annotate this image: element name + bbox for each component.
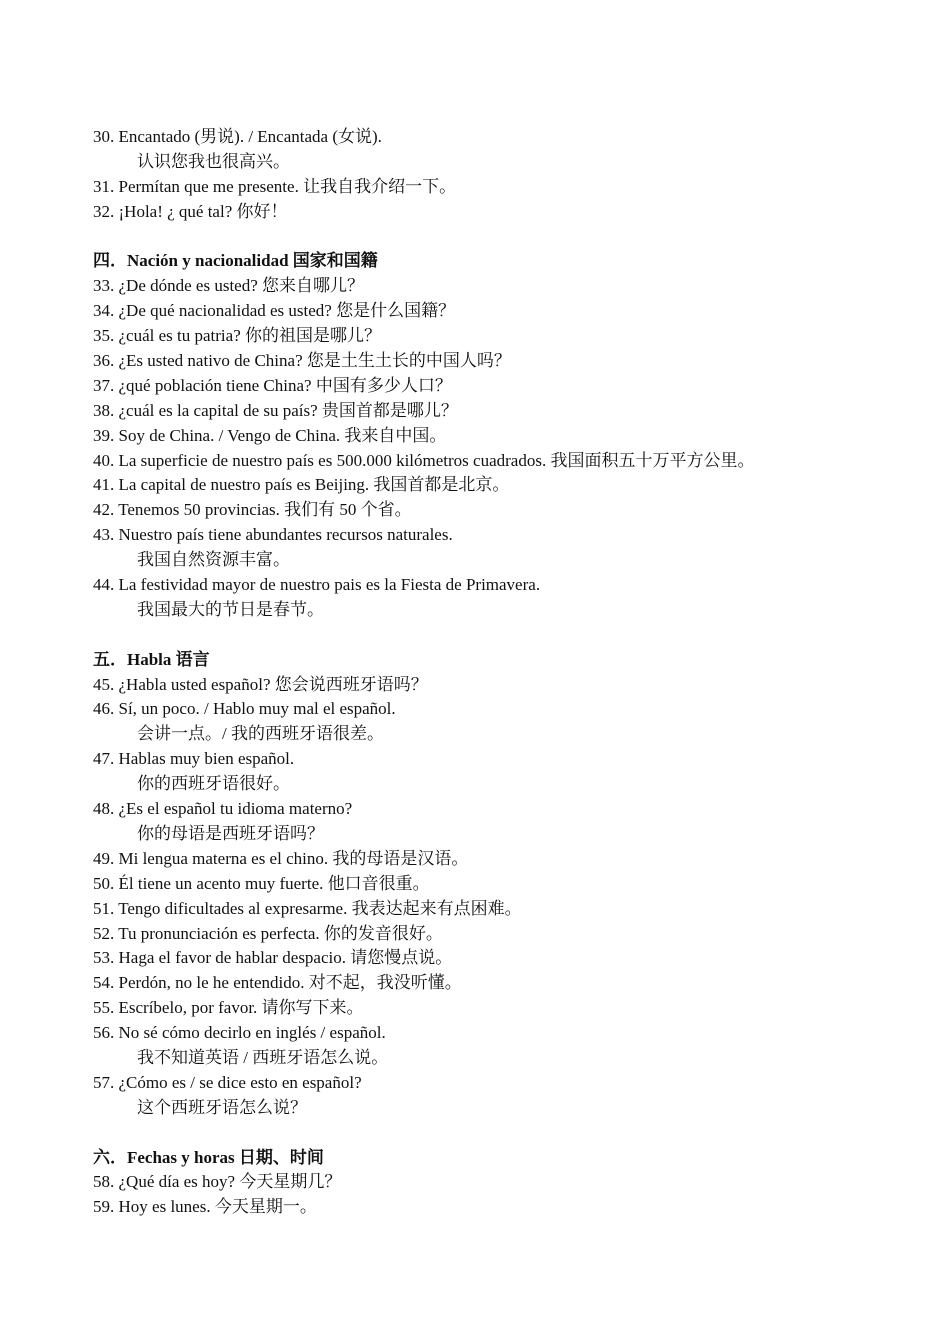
section-heading: 五．Habla 语言 <box>93 649 210 669</box>
section-heading: 六．Fechas y horas 日期、时间 <box>93 1147 324 1167</box>
phrase-line: 59. Hoy es lunes. 今天星期一。 <box>93 1197 317 1217</box>
phrase-line: 30. Encantado (男说). / Encantada (女说). <box>93 127 382 146</box>
phrase-line: 56. No sé cómo decirlo en inglés / español. <box>93 1023 386 1043</box>
phrase-line: 49. Mi lengua materna es el chino. 我的母语是汉语。 <box>93 848 469 868</box>
phrase-line: 46. Sí, un poco. / Hablo muy mal el español. <box>93 699 396 719</box>
phrase-line: 48. ¿Es el español tu idioma materno? <box>93 799 353 819</box>
translation-line: 你的西班牙语很好。 <box>137 774 290 794</box>
translation-line: 你的母语是西班牙语吗？ <box>137 823 324 843</box>
phrase-line: 35. ¿cuál es tu patria? 你的祖国是哪儿？ <box>93 326 381 346</box>
phrase-line: 45. ¿Habla usted español? 您会说西班牙语吗？ <box>93 674 428 694</box>
spacer <box>93 1121 913 1146</box>
phrase-line: 37. ¿qué población tiene China? 中国有多少人口？ <box>93 375 452 395</box>
section-heading: 四．Nación y nacionalidad 国家和国籍 <box>93 251 378 271</box>
phrase-line: 31. Permítan que me presente. 让我自我介绍一下。 <box>93 176 457 196</box>
phrase-line: 33. ¿De dónde es usted? 您来自哪儿？ <box>93 276 365 296</box>
document-body <box>93 125 913 1220</box>
spacer <box>93 225 913 250</box>
translation-line: 我不知道英语 / 西班牙语怎么说。 <box>137 1047 389 1067</box>
phrase-line: 58. ¿Qué día es hoy? 今天星期几？ <box>93 1172 342 1192</box>
phrase-line: 43. Nuestro país tiene abundantes recursos naturales. <box>93 525 453 545</box>
translation-line: 我国自然资源丰富。 <box>137 550 290 570</box>
phrase-line: 39. Soy de China. / Vengo de China. 我来自中国。 <box>93 425 447 445</box>
phrase-line: 55. Escríbelo, por favor. 请你写下来。 <box>93 998 364 1018</box>
phrase-line: 52. Tu pronunciación es perfecta. 你的发音很好。 <box>93 923 443 943</box>
phrase-line: 42. Tenemos 50 provincias. 我们有 50 个省。 <box>93 500 412 520</box>
phrase-line: 41. La capital de nuestro país es Beijing. 我国首都是北京。 <box>93 475 510 495</box>
phrase-line: 53. Haga el favor de hablar despacio. 请您慢点说。 <box>93 948 453 968</box>
phrase-line: 34. ¿De qué nacionalidad es usted? 您是什么国籍？ <box>93 301 456 321</box>
translation-line: 我国最大的节日是春节。 <box>137 599 324 619</box>
phrase-line: 54. Perdón, no le he entendido. 对不起，我没听懂。 <box>93 973 462 993</box>
translation-line: 认识您我也很高兴。 <box>137 151 290 171</box>
spacer <box>93 623 913 648</box>
phrase-line: 36. ¿Es usted nativo de China? 您是土生土长的中国人吗？ <box>93 351 511 371</box>
translation-line: 这个西班牙语怎么说？ <box>137 1097 307 1117</box>
phrase-line: 38. ¿cuál es la capital de su país? 贵国首都是哪儿？ <box>93 400 458 420</box>
phrase-line: 40. La superficie de nuestro país es 500.000 kilómetros cuadrados. 我国面积五十万平方公里。 <box>93 450 755 470</box>
translation-line: 会讲一点。/ 我的西班牙语很差。 <box>137 724 384 744</box>
phrase-line: 57. ¿Cómo es / se dice esto en español? <box>93 1072 362 1092</box>
phrase-line: 51. Tengo dificultades al expresarme. 我表达起来有点困难。 <box>93 898 522 918</box>
phrase-line: 32. ¡Hola! ¿ qué tal? 你好！ <box>93 201 288 221</box>
phrase-line: 50. Él tiene un acento muy fuerte. 他口音很重。 <box>93 873 430 893</box>
phrase-line: 47. Hablas muy bien español. <box>93 749 295 769</box>
phrase-line: 44. La festividad mayor de nuestro pais es la Fiesta de Primavera. <box>93 575 541 595</box>
